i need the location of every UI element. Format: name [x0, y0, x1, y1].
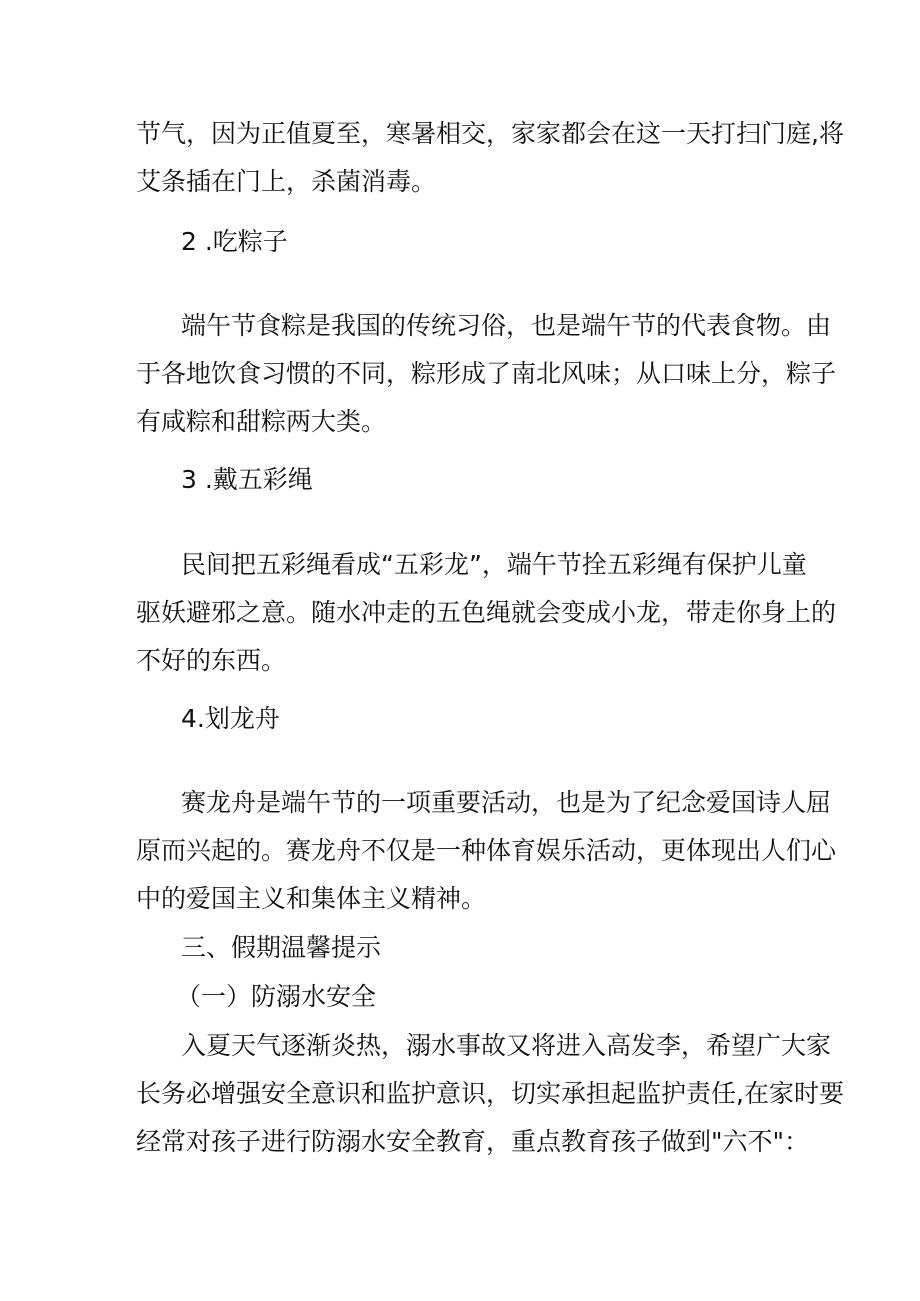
paragraph-dragon-boat	[136, 779, 837, 923]
text-line: 长务必增强安全意识和监护意识，切实承担起监护责任,在家时要	[136, 1079, 844, 1108]
paragraph-colorful-rope	[136, 541, 837, 685]
heading-dragon-boat: 4.划龙舟	[181, 704, 280, 733]
text-line: 中的爱国主义和集体主义精神。	[136, 884, 487, 913]
text-line: 节气，因为正值夏至，寒暑相交，家家都会在这一天打扫门庭,将	[136, 119, 844, 148]
text-line: 赛龙舟是端午节的一项重要活动，也是为了纪念爱国诗人屈	[181, 788, 832, 817]
text-line: 民间把五彩绳看成“五彩龙”，端午节拴五彩绳有保护儿童	[181, 550, 807, 579]
text-line: 艾条插在门上，杀菌消毒。	[136, 167, 437, 196]
text-line: 原而兴起的。赛龙舟不仅是一种体育娱乐活动，更体现出人们心	[136, 836, 837, 865]
paragraph-drowning-safety	[136, 1022, 844, 1166]
heading-colorful-rope: 3 .戴五彩绳	[181, 465, 313, 494]
text-line: 有咸粽和甜粽两大类。	[136, 407, 387, 436]
text-line: 入夏天气逐渐炎热，溺水事故又将进入高发李，希望广大家	[181, 1031, 832, 1060]
text-line: 经常对孩子进行防溺水安全教育，重点教育孩子做到"六不"：	[136, 1127, 810, 1156]
text-line: 不好的东西。	[136, 646, 287, 675]
text-line: 驱妖避邪之意。随水冲走的五色绳就会变成小龙，带走你身上的	[136, 598, 837, 627]
heading-holiday-tips: 三、假期温馨提示	[181, 933, 382, 962]
heading-drowning-safety: （一）防溺水安全	[176, 982, 377, 1011]
paragraph-hanging-mugwort	[136, 110, 844, 206]
text-line: 端午节食粽是我国的传统习俗，也是端午节的代表食物。由	[181, 311, 832, 340]
paragraph-zongzi	[136, 302, 837, 446]
text-line: 于各地饮食习惯的不同，粽形成了南北风味；从口味上分，粽子	[136, 359, 837, 388]
heading-eat-zongzi: 2 .吃粽子	[181, 227, 288, 256]
